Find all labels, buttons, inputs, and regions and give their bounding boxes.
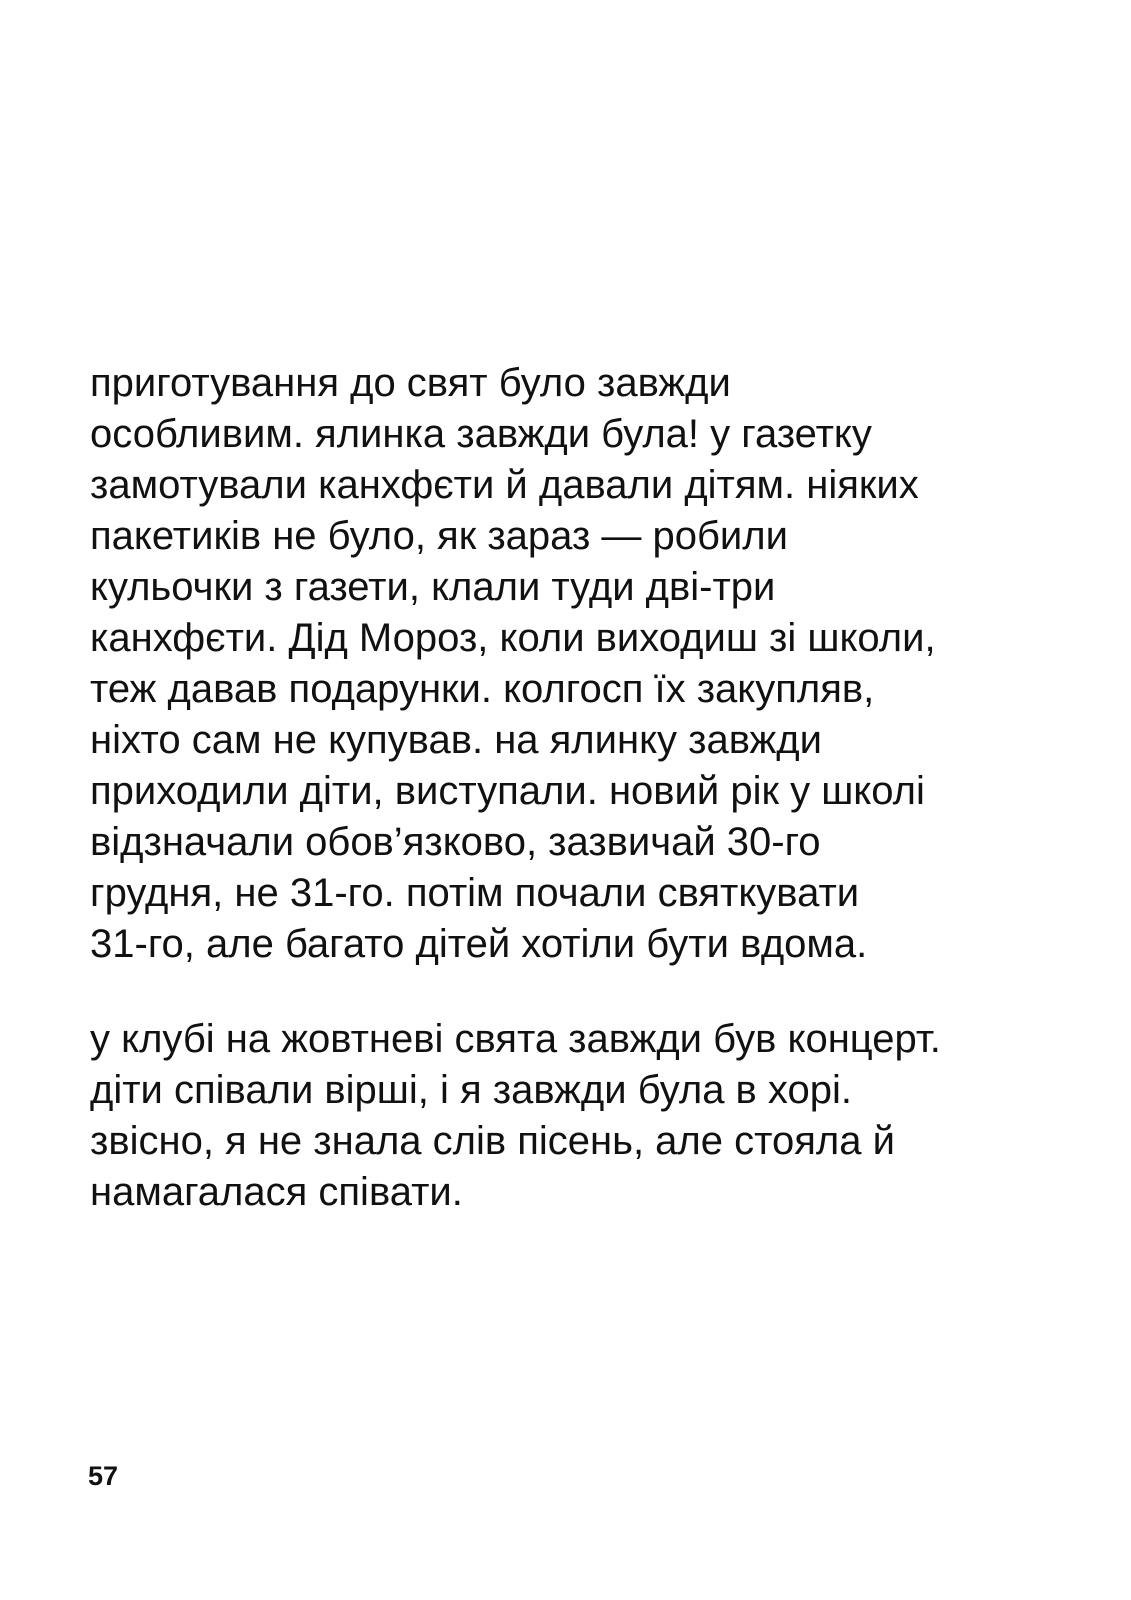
body-text (90, 358, 1090, 1218)
text-line: канхфєти. Дід Мороз, коли виходиш зі школи, (90, 616, 936, 660)
text-line: пакетиків не було, як зараз — робили (90, 514, 788, 558)
paragraph-2 (90, 1014, 1090, 1218)
text-line: грудня, не 31-го. потім почали святкувати (90, 871, 860, 915)
text-line: у клубі на жовтневі свята завжди був концерт. (90, 1017, 941, 1061)
text-line: відзначали обов’язково, зазвичай 30-го (90, 820, 821, 864)
text-line: приготування до свят було завжди (90, 361, 731, 405)
text-line: ніхто сам не купував. на ялинку завжди (90, 718, 822, 762)
text-line: 31-го, але багато дітей хотіли бути вдома. (90, 922, 868, 966)
text-line: діти співали вірші, і я завжди була в хорі. (90, 1068, 852, 1112)
text-line: кульочки з газети, клали туди дві-три (90, 565, 776, 609)
page-number: 57 (88, 1461, 119, 1491)
text-line: замотували канхфєти й давали дітям. ніяких (90, 463, 919, 507)
text-line: теж давав подарунки. колгосп їх закупляв, (90, 667, 875, 711)
text-line: звісно, я не знала слів пісень, але стояла й (90, 1119, 895, 1163)
text-line: особливим. ялинка завжди була! у газетку (90, 412, 872, 456)
paragraph-1 (90, 358, 1090, 970)
text-line: намагалася співати. (90, 1170, 463, 1214)
text-line: приходили діти, виступали. новий рік у школі (90, 769, 925, 813)
